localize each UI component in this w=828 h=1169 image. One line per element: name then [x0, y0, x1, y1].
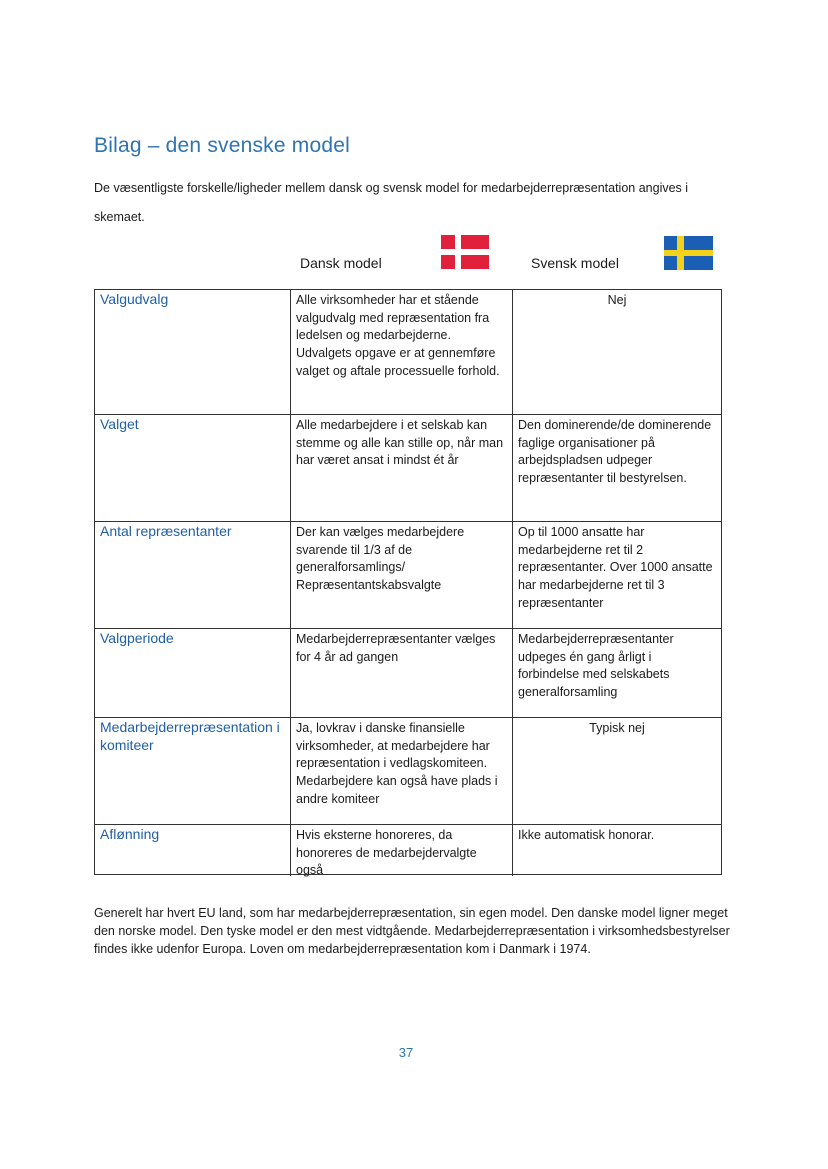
row-label: Medarbejderrepræsentation i komiteer — [95, 718, 291, 824]
table-row — [95, 290, 721, 415]
swedish-model-label: Svensk model — [531, 255, 619, 271]
swedish-cell: Nej — [607, 293, 627, 307]
danish-cell: Der kan vælges medarbejdere svarende til 1/3 af de generalforsamlings/ Repræsentantskabsvalgte — [291, 522, 513, 628]
row-label: Antal repræsentanter — [95, 522, 291, 628]
swedish-flag-icon — [664, 236, 713, 270]
swedish-cell: Ikke automatisk honorar. — [518, 828, 655, 842]
intro-paragraph: De væsentligste forskelle/ligheder mellem dansk og svensk model for medarbejderrepræsentation angives i skemaet. — [94, 181, 689, 224]
table-row — [95, 522, 721, 629]
swedish-flag-cross-horizontal — [664, 250, 713, 256]
table-row — [95, 718, 721, 825]
danish-cell: Medarbejderrepræsentanter vælges for 4 år ad gangen — [291, 629, 513, 717]
table-row — [95, 629, 721, 718]
danish-flag-cross-horizontal — [441, 249, 489, 255]
closing-paragraph: Generelt har hvert EU land, som har medarbejderrepræsentation, sin egen model. Den danske model ligner meget den norske model. Den tyske model er den mest vidtgående. Medarbejderrepræsentation i virksomhedsbestyrelser findes ikke udenfor Europa. Loven om medarbejderrepræsentation kom i Danmark i 1974. — [94, 906, 730, 956]
danish-cell: Alle virksomheder har et stående valgudvalg med repræsentation fra ledelsen og medarbejderne. Udvalgets opgave er at gennemføre valget og aftale processuelle forhold. — [291, 290, 513, 414]
page-number: 37 — [398, 1045, 414, 1060]
danish-cell: Alle medarbejdere i et selskab kan stemme og alle kan stille op, når man har været ansat i mindst ét år — [291, 415, 513, 521]
table-row — [95, 415, 721, 522]
swedish-cell: Typisk nej — [589, 721, 645, 735]
danish-model-label: Dansk model — [300, 255, 382, 271]
comparison-table — [94, 289, 722, 878]
danish-flag-icon — [441, 235, 489, 269]
row-label: Aflønning — [95, 825, 291, 876]
row-label: Valgperiode — [95, 629, 291, 717]
swedish-cell: Op til 1000 ansatte har medarbejderne ret til 2 repræsentanter. Over 1000 ansatte har medarbejderne ret til 3 repræsentanter — [518, 525, 713, 610]
table-row — [95, 825, 721, 876]
danish-cell: Ja, lovkrav i danske finansielle virksomheder, at medarbejdere har repræsentation i vedlagskomiteen. Medarbejdere kan også have plads i andre komiteer — [291, 718, 513, 824]
row-label: Valgudvalg — [95, 290, 291, 414]
swedish-cell: Medarbejderrepræsentanter udpeges én gang årligt i forbindelse med selskabets generalforsamling — [518, 632, 674, 700]
page-heading: Bilag – den svenske model — [94, 134, 350, 157]
swedish-cell: Den dominerende/de dominerende faglige organisationer på arbejdspladsen udpeger repræsentanter til bestyrelsen. — [518, 418, 712, 486]
row-label: Valget — [95, 415, 291, 521]
danish-cell: Hvis eksterne honoreres, da honoreres de medarbejdervalgte også — [291, 825, 513, 876]
